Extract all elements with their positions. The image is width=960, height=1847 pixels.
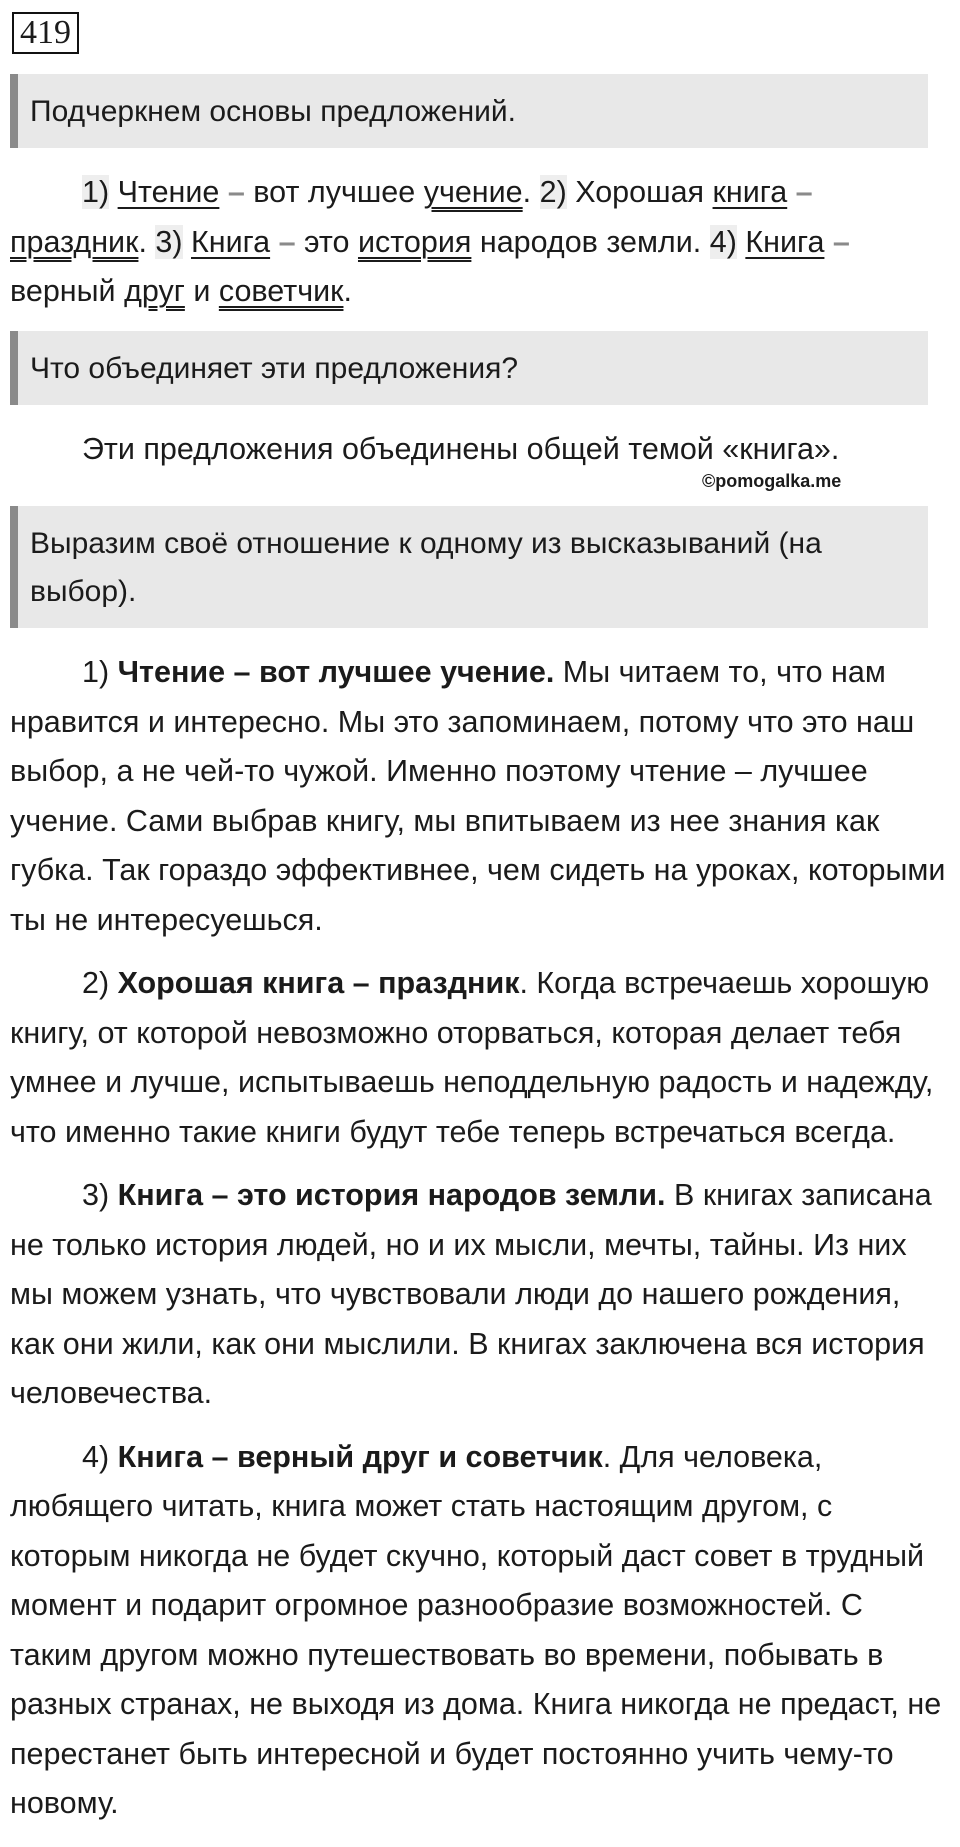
watermark: ©pomogalka.me bbox=[702, 471, 842, 491]
predicate-4a: друг bbox=[124, 274, 185, 308]
sentence-1-end: . bbox=[522, 175, 532, 209]
essay-1 bbox=[10, 648, 950, 945]
sentence-4-mid: верный bbox=[10, 274, 125, 308]
subject-3: Книга bbox=[191, 224, 271, 259]
essay-2 bbox=[10, 959, 950, 1157]
prompt-express-opinion: Выразим своё отношение к одному из высказываний (на выбор). bbox=[10, 506, 928, 628]
essay-3-title: Книга – это история народов земли. bbox=[117, 1178, 666, 1212]
essay-3-text: В книгах записана не только история людей, но и их мысли, мечты, тайны. Из них мы можем узнать, что чувствовали люди до нашего рождения, как они жили, как они мыслили. В книгах заключена вся история человечества. bbox=[10, 1178, 932, 1410]
predicate-1: учение bbox=[423, 175, 523, 209]
dash-1: – bbox=[219, 175, 254, 209]
sentence-2-pre: Хорошая bbox=[566, 175, 713, 209]
essay-4 bbox=[10, 1433, 950, 1829]
sentence-number-3: 3) bbox=[155, 224, 183, 259]
essay-4-text: . Для человека, любящего читать, книга может стать настоящим другом, с которым никогда не будет скучно, который даст совет в трудный момент и подарит огромное разнообразие возможностей. С таким другом можно путешествовать во времени, побывать в разных странах, не выходя из дома. Книга никогда не предаст, не перестанет быть интересной и будет постоянно учить чему-то новому. bbox=[10, 1439, 942, 1820]
sentence-1-mid: вот лучшее bbox=[253, 175, 424, 209]
prompt-what-unites: Что объединяет эти предложения? bbox=[10, 331, 928, 405]
dash-2: – bbox=[787, 175, 813, 209]
essay-4-title: Книга – верный друг и советчик bbox=[117, 1439, 603, 1474]
sentence-number-2: 2) bbox=[539, 175, 567, 209]
subject-4: Книга bbox=[745, 224, 825, 259]
essay-1-text: Мы читаем то, что нам нравится и интересно. Мы это запоминаем, потому что это наш выбор, а не чей-то чужой. Именно поэтому чтение – лучшее учение. Сами выбрав книгу, мы впитываем из нее знания как губка. Так гораздо эффективнее, чем сидеть на уроках, которыми ты не интересуешься. bbox=[10, 655, 946, 937]
predicate-3: история bbox=[357, 224, 472, 259]
document-page bbox=[10, 12, 950, 1843]
predicate-4b: советчик bbox=[218, 274, 344, 308]
predicate-2: праздник bbox=[10, 224, 139, 259]
essay-2-number: 2) bbox=[82, 966, 110, 1000]
essay-1-title: Чтение – вот лучшее учение. bbox=[117, 655, 555, 689]
task-number: 419 bbox=[12, 12, 79, 54]
essay-3 bbox=[10, 1171, 950, 1419]
subject-2: книга bbox=[712, 175, 788, 209]
prompt-underline-bases: Подчеркнем основы предложений. bbox=[10, 74, 928, 148]
essay-4-number: 4) bbox=[82, 1439, 110, 1474]
sentences-paragraph bbox=[10, 168, 950, 317]
sentence-4-and: и bbox=[184, 274, 219, 308]
subject-1: Чтение bbox=[117, 175, 220, 209]
sentence-3-end: народов земли. bbox=[471, 224, 702, 259]
sentence-number-1: 1) bbox=[82, 175, 110, 209]
sentence-number-4: 4) bbox=[709, 224, 737, 259]
dash-3: – bbox=[270, 224, 305, 259]
essay-2-title: Хорошая книга – праздник bbox=[117, 966, 520, 1000]
essay-2-text: . Когда встречаешь хорошую книгу, от которой невозможно оторваться, которая делает тебя умнее и лучше, испытываешь неподдельную радость и надежду, что именно такие книги будут тебе теперь встречаться всегда. bbox=[10, 966, 934, 1149]
dash-4: – bbox=[824, 224, 850, 259]
sentence-2-end: . bbox=[138, 224, 147, 259]
sentence-4-end: . bbox=[343, 274, 352, 308]
answer-theme: Эти предложения объединены общей темой «книга». bbox=[82, 431, 840, 466]
essay-1-number: 1) bbox=[82, 655, 110, 689]
sentence-3-mid: это bbox=[304, 224, 358, 259]
essay-3-number: 3) bbox=[82, 1178, 110, 1212]
